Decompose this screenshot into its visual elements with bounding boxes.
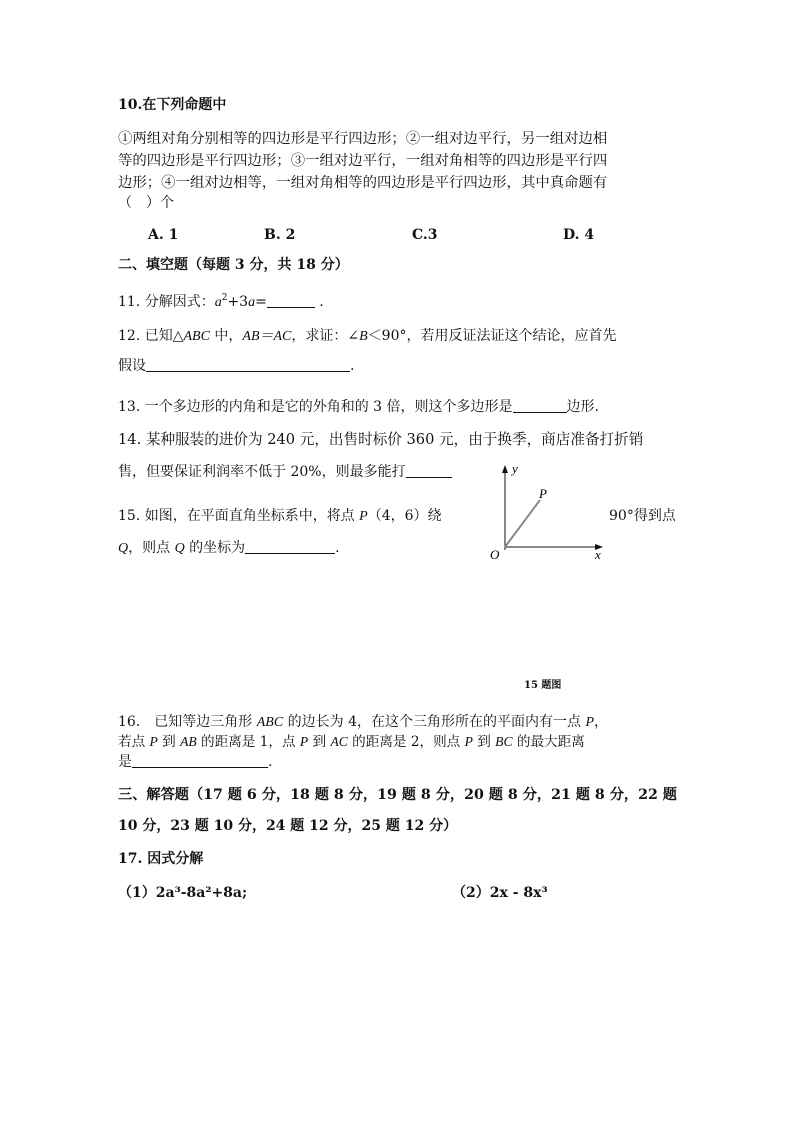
q14-line-2 [118,462,452,482]
point-p-label: P [539,486,547,501]
q12-text-d: ＜90°，若用反证法证这个结论，应首先 [367,328,617,344]
q16-end: . [268,754,273,770]
q16-p4: P [464,734,473,749]
q16-line-3 [118,752,272,772]
q10-line-3: 边形；④一组对边相等，一组对角相等的四边形是平行四边形，其中真命题有 [118,175,608,191]
q10-option-d: D. 4 [563,227,595,243]
q16-ac: AC [330,734,348,749]
q12-line-1 [118,326,617,347]
section-3-line-2: 10 分，23 题 10 分，24 题 12 分，25 题 12 分） [118,818,458,834]
q16-text-i: 到 [472,734,496,750]
q16-text-a: 16． 已知等边三角形 [118,714,257,730]
q15-figure [485,455,610,565]
origin-label: O [490,547,500,562]
q10-line-4: （ ）个 [118,195,174,211]
q16-p3: P [299,734,309,749]
q15-q: Q [118,541,129,556]
q13 [118,397,599,417]
q12-answer-blank[interactable] [146,357,350,372]
q12-line-2 [118,356,354,376]
q13-answer-blank[interactable] [513,398,567,413]
q12-end: . [350,358,355,374]
q17-p1-expr: 2a³-8a²+8a; [155,885,248,901]
q15-text-c: ，则点 [128,540,175,556]
q12-text-b: 中， [209,328,243,344]
q12-assume-label: 假设 [118,358,146,374]
q17-p2-expr: 2x - 8x³ [489,885,548,901]
q12-b: B [359,329,368,344]
q12-text-a: 12. 已知△ [118,328,184,344]
q17-part-2 [452,883,548,903]
q16-bc: BC [495,734,513,749]
x-label: x [595,547,601,562]
q16-ab: AB [180,734,197,749]
segment-op [505,500,540,547]
section-3-line-1: 三、解答题（17 题 6 分，18 题 8 分，19 题 8 分，20 题 8 分，21 题 8 分，22 题 [118,787,677,803]
q16-p2: P [149,734,158,749]
q17-p1-label: （1） [118,885,156,901]
q11-equals: = [255,294,267,310]
q15-p: P [359,509,368,524]
q10-title: 10.在下列命题中 [118,97,227,113]
q15-line-1-end: 90°得到点 [609,508,676,524]
y-axis-arrow-icon [502,465,508,473]
q12-text-c: ，求证：∠ [291,328,360,344]
q11-var-a: a [214,295,222,310]
q16-text-b: 的边长为 4，在这个三角形所在的平面内有一点 [283,714,586,730]
q15-end: . [335,540,340,556]
q15-text-d: 的坐标为 [184,540,246,556]
q11-plus-3: +3 [227,294,249,310]
y-label: y [512,461,518,476]
q16-text-f: 的距离是 1，点 [196,734,300,750]
q11-answer-blank[interactable] [267,293,315,308]
q16-text-k: 是 [118,754,132,770]
q13-text: 13. 一个多边形的内角和是它的外角和的 3 倍，则这个多边形是 [118,399,513,415]
q14-text: 售，但要保证利润率不低于 20%，则最多能打 [118,464,406,480]
section-2-title: 二、填空题（每题 3 分，共 18 分） [118,257,349,273]
q14-line-1: 14. 某种服装的进价为 240 元，出售时标价 360 元，由于换季，商店准备打折销 [118,431,644,448]
q10-option-a: A. 1 [148,227,179,243]
q15-line-1 [118,506,442,527]
q11-prefix: 11. 分解因式： [118,294,215,310]
q11 [118,292,324,313]
q10-option-c: C.3 [412,227,438,243]
q16-line-1 [118,712,608,733]
q15-line-2 [118,538,340,559]
q11-var-a2: a [248,295,256,310]
figure-caption: 15 题图 [524,680,562,691]
q14-answer-blank[interactable] [406,463,452,478]
q16-abc: ABC [256,715,284,730]
q16-text-g: 到 [308,734,331,750]
q16-text-e: 到 [157,734,181,750]
q16-text-c: ， [594,714,608,730]
q16-text-d: 若点 [118,734,150,750]
q15-q2: Q [174,541,185,556]
q12-ab-eq-ac: AB＝AC [242,329,292,344]
q13-suffix: 边形. [566,399,599,415]
q12-abc: ABC [183,329,210,344]
q10-line-2: 等的四边形是平行四边形；③一组对边平行，一组对角相等的四边形是平行四 [118,153,608,169]
q11-suffix: . [314,294,324,310]
q16-answer-blank[interactable] [132,753,268,768]
q17-title: 17. 因式分解 [118,851,204,867]
q16-text-h: 的距离是 2，则点 [347,734,465,750]
q10-option-b: B. 2 [264,227,296,243]
q16-p: P [585,715,594,730]
q10-line-1: ①两组对角分别相等的四边形是平行四边形；②一组对边平行，另一组对边相 [118,131,608,147]
q15-answer-blank[interactable] [245,539,335,554]
q16-text-j: 的最大距离 [512,734,585,750]
q11-exponent: 2 [221,293,228,303]
q17-p2-label: （2） [452,885,490,901]
q15-text-b: （4，6）绕 [367,508,442,524]
q17-part-1 [118,883,247,903]
q15-text-a: 15. 如图，在平面直角坐标系中，将点 [118,508,360,524]
q16-line-2 [118,732,585,752]
